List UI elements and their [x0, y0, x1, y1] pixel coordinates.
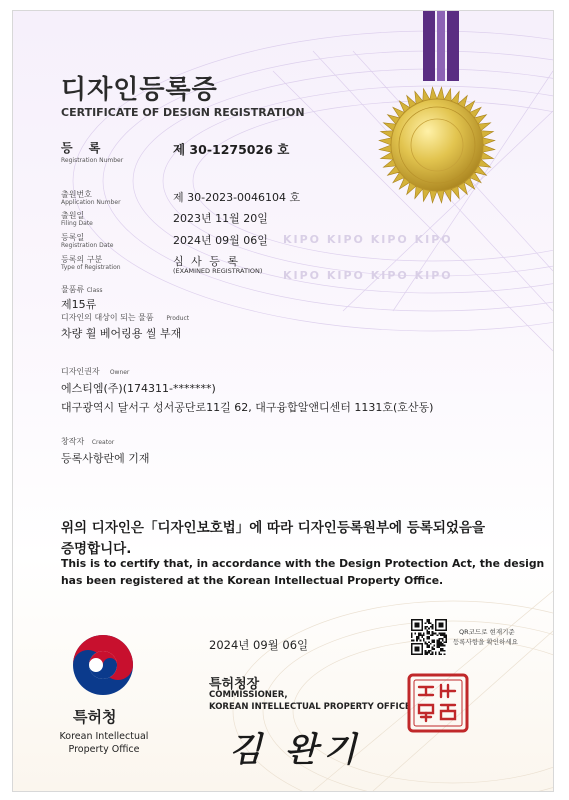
title-english: CERTIFICATE OF DESIGN REGISTRATION: [61, 106, 305, 119]
application-label: 출원번호: [61, 190, 92, 199]
registration-date: 2024년 09월 06일: [173, 234, 268, 247]
application-label-en: Application Number: [61, 199, 121, 206]
owner-address: 대구광역시 달서구 성서공단로11길 62, 대구융합알앤디센터 1131호(호산동): [61, 401, 434, 414]
commissioner-ko: 특허청장: [209, 677, 260, 692]
certification-ko-line1: 위의 디자인은「디자인보호법」에 따라 디자인등록원부에 등록되었음을: [61, 520, 485, 536]
office-name-en-line1: Korean Intellectual: [59, 731, 149, 742]
filing-label-en: Filing Date: [61, 220, 93, 227]
official-seal-stamp-icon: [407, 673, 469, 733]
qr-code-icon[interactable]: [411, 619, 447, 655]
title-korean: 디자인등록증: [61, 75, 218, 105]
registration-label-en: Registration Number: [61, 157, 124, 164]
owner-label: 디자인권자 Owner: [61, 367, 130, 376]
creator-value: 등록사항란에 기재: [61, 452, 150, 465]
product-label: 디자인의 대상이 되는 물품 Product: [61, 313, 190, 322]
product-value: 차량 휠 베어링용 씰 부재: [61, 327, 182, 340]
owner-name: 에스티엠(주)(174311-*******): [61, 382, 216, 395]
filing-label: 출원일: [61, 211, 85, 220]
watermark-row: KIPO KIPO KIPO KIPO: [283, 269, 453, 282]
commissioner-en-line2: KOREAN INTELLECTUAL PROPERTY OFFICE: [209, 702, 411, 712]
kipo-taegeuk-logo-icon: [71, 633, 135, 697]
reg-type-label-en: Type of Registration: [61, 264, 121, 271]
qr-note-line1: QR코드로 현재기준: [459, 628, 515, 636]
office-name-en-line2: Property Office: [68, 744, 140, 755]
registration-number: 제 30-1275026 호: [173, 142, 290, 157]
application-number: 제 30-2023-0046104 호: [173, 191, 301, 204]
signature-text: 김 완기: [229, 730, 363, 770]
qr-note-line2: 등록사항을 확인하세요: [453, 638, 518, 646]
class-label: 물품류 Class: [61, 285, 103, 294]
watermark-row: KIPO KIPO KIPO KIPO: [283, 233, 453, 246]
commissioner-signature: [223, 723, 373, 773]
registration-type-en: (EXAMINED REGISTRATION): [173, 267, 263, 275]
certification-ko-line2: 증명합니다.: [61, 541, 132, 557]
filing-date: 2023년 11월 20일: [173, 212, 268, 225]
class-value: 제15류: [61, 298, 97, 311]
certification-en-line1: This is to certify that, in accordance with the Design Protection Act, the design: [61, 557, 545, 570]
issue-date: 2024년 09월 06일: [209, 638, 309, 652]
registration-label: 등 록: [61, 141, 107, 155]
reg-type-label: 등록의 구분: [61, 255, 103, 264]
gold-seal-icon: [377, 85, 497, 205]
commissioner-en-line1: COMMISSIONER,: [209, 690, 288, 700]
certificate-frame: [12, 10, 554, 792]
certification-en-line2: has been registered at the Korean Intellectual Property Office.: [61, 574, 444, 587]
reg-date-label-en: Registration Date: [61, 242, 114, 249]
office-name-ko: 특허청: [73, 708, 117, 726]
registration-type: 심 사 등 록: [173, 255, 240, 268]
creator-label: 창작자 Creator: [61, 437, 115, 446]
reg-date-label: 등록일: [61, 233, 85, 242]
